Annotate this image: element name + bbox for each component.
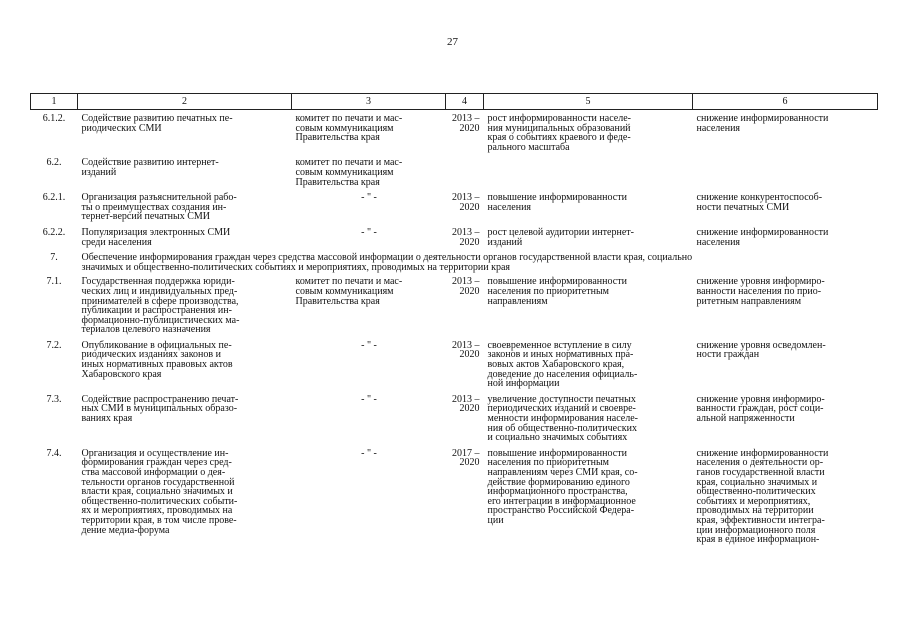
measure-name: Содействие распространению печат- ных СМИ в муниципальных образо- ваниях края <box>81 393 239 425</box>
measure-name: Организация разъяснительной рабо- ты о преимуществах создания ин- тернет-версий печатных СМИ <box>81 192 237 223</box>
item-number: 7.1. <box>46 276 62 288</box>
column-header-2: 2 <box>78 94 292 110</box>
table-row <box>31 277 878 341</box>
table-row <box>31 110 878 159</box>
consequence <box>693 158 878 193</box>
table-row <box>31 193 878 228</box>
item-number: 7.3. <box>46 393 62 405</box>
column-header-3: 3 <box>292 94 446 110</box>
column-header-1: 1 <box>31 94 78 110</box>
measure-name: Государственная поддержка юриди- ческих лиц и индивидуальных пред- принимателей в сфере производства, публикации и распространения ин- формационно-публицистических ма- териалов целевого назначения <box>81 276 240 336</box>
item-number: 7.4. <box>46 447 62 459</box>
period <box>446 158 484 193</box>
executor: комитет по печати и мас- совым коммуникациям Правительства края <box>295 157 403 188</box>
table-body <box>31 110 878 551</box>
expected-result: рост информированности населе- ния муниципальных образований края о событиях краевого и феде- рального масштаба <box>487 113 631 153</box>
measure-name: Содействие развитию интернет- изданий <box>81 157 219 178</box>
executor: - " - <box>361 447 377 459</box>
table-row <box>31 449 878 551</box>
item-number: 6.2. <box>46 157 62 169</box>
item-number: 6.2.1. <box>42 192 66 204</box>
item-number: 7.2. <box>46 339 62 351</box>
consequence: снижение уровня информиро- ванности граждан, рост соци- альной напряженности <box>696 393 825 425</box>
measure-name: Организация и осуществление ин- формирования граждан через сред- ства массовой информации о дея- тельности органов государственной власти края, социально значимых и общественно-политических событи- ях и мероприятиях, проводимых на территории края, в том числе прове- дение медиа-форума <box>81 447 238 536</box>
period: 2013 – 2020 <box>452 276 480 297</box>
section-number: 7. <box>50 252 58 264</box>
table-row <box>31 341 878 395</box>
consequence: снижение конкурентоспособ- ности печатных СМИ <box>696 192 823 213</box>
table-header <box>31 94 878 110</box>
executor: - " - <box>361 393 377 405</box>
executor: комитет по печати и мас- совым коммуникациям Правительства края <box>295 276 403 307</box>
program-measures-table <box>30 93 878 551</box>
table-row <box>31 395 878 449</box>
executor: - " - <box>361 339 377 351</box>
section-row <box>31 253 878 277</box>
measure-name: Популяризация электронных СМИ среди населения <box>81 226 231 248</box>
table-row <box>31 228 878 253</box>
page-number: 27 <box>447 36 458 48</box>
period: 2013 – 2020 <box>452 339 480 361</box>
consequence: снижение информированности населения о деятельности ор- ганов государственной власти края, социально значимых и общественно-политических событиях и мероприятиях, проводимых на территории края, эффективности интегра- ции информационного поля края в единое информацион- <box>696 447 829 546</box>
measure-name: Опубликование в официальных пе- риодических изданиях законов и иных нормативных правовых актов Хабаровского края <box>81 339 233 380</box>
period: 2017 – 2020 <box>452 447 480 469</box>
column-numbers-row <box>31 94 878 110</box>
item-number: 6.1.2. <box>42 113 66 124</box>
measure-name: Содействие развитию печатных пе- риодических СМИ <box>81 113 233 134</box>
period: 2013 – 2020 <box>452 226 480 248</box>
expected-result: повышение информированности населения по приоритетным направлениям через СМИ края, со- действие формированию единого информационного пространства, его интеграции в информационное пространство Российской Федера- ции <box>487 447 638 526</box>
executor: - " - <box>361 226 377 238</box>
expected-result: увеличение доступности печатных периодических изданий и своевре- менности информирования населе- ния об общественно-политических и социально значимых событиях <box>487 393 638 444</box>
period: 2013 – 2020 <box>452 393 480 415</box>
column-header-6: 6 <box>693 94 878 110</box>
executor: - " - <box>361 192 377 204</box>
expected-result: повышение информированности населения <box>487 192 627 213</box>
expected-result: рост целевой аудитории интернет- изданий <box>487 226 634 248</box>
consequence: снижение уровня информиро- ванности населения по прио- ритетным направлениям <box>696 276 825 307</box>
period: 2013 – 2020 <box>452 113 480 134</box>
column-header-5: 5 <box>484 94 693 110</box>
period: 2013 – 2020 <box>452 192 480 213</box>
consequence: снижение информированности населения <box>696 113 829 134</box>
column-header-4: 4 <box>446 94 484 110</box>
table-row <box>31 158 878 193</box>
executor: комитет по печати и мас- совым коммуникациям Правительства края <box>295 113 403 144</box>
consequence: снижение уровня осведомлен- ности граждан <box>696 339 826 361</box>
expected-result: повышение информированности населения по приоритетным направлениям <box>487 276 627 307</box>
expected-result: своевременное вступление в силу законов и иных нормативных пра- вовых актов Хабаровского края, доведение до населения официаль- ной информации <box>487 339 638 390</box>
expected-result <box>484 158 693 193</box>
consequence: снижение информированности населения <box>696 226 829 248</box>
section-title: Обеспечение информирования граждан через средства массовой информации о деятельности органов государственной власти края, социально значимых и общественно-политических событиях и мероприятиях, проводимых на территории края <box>81 252 693 273</box>
item-number: 6.2.2. <box>42 226 66 238</box>
